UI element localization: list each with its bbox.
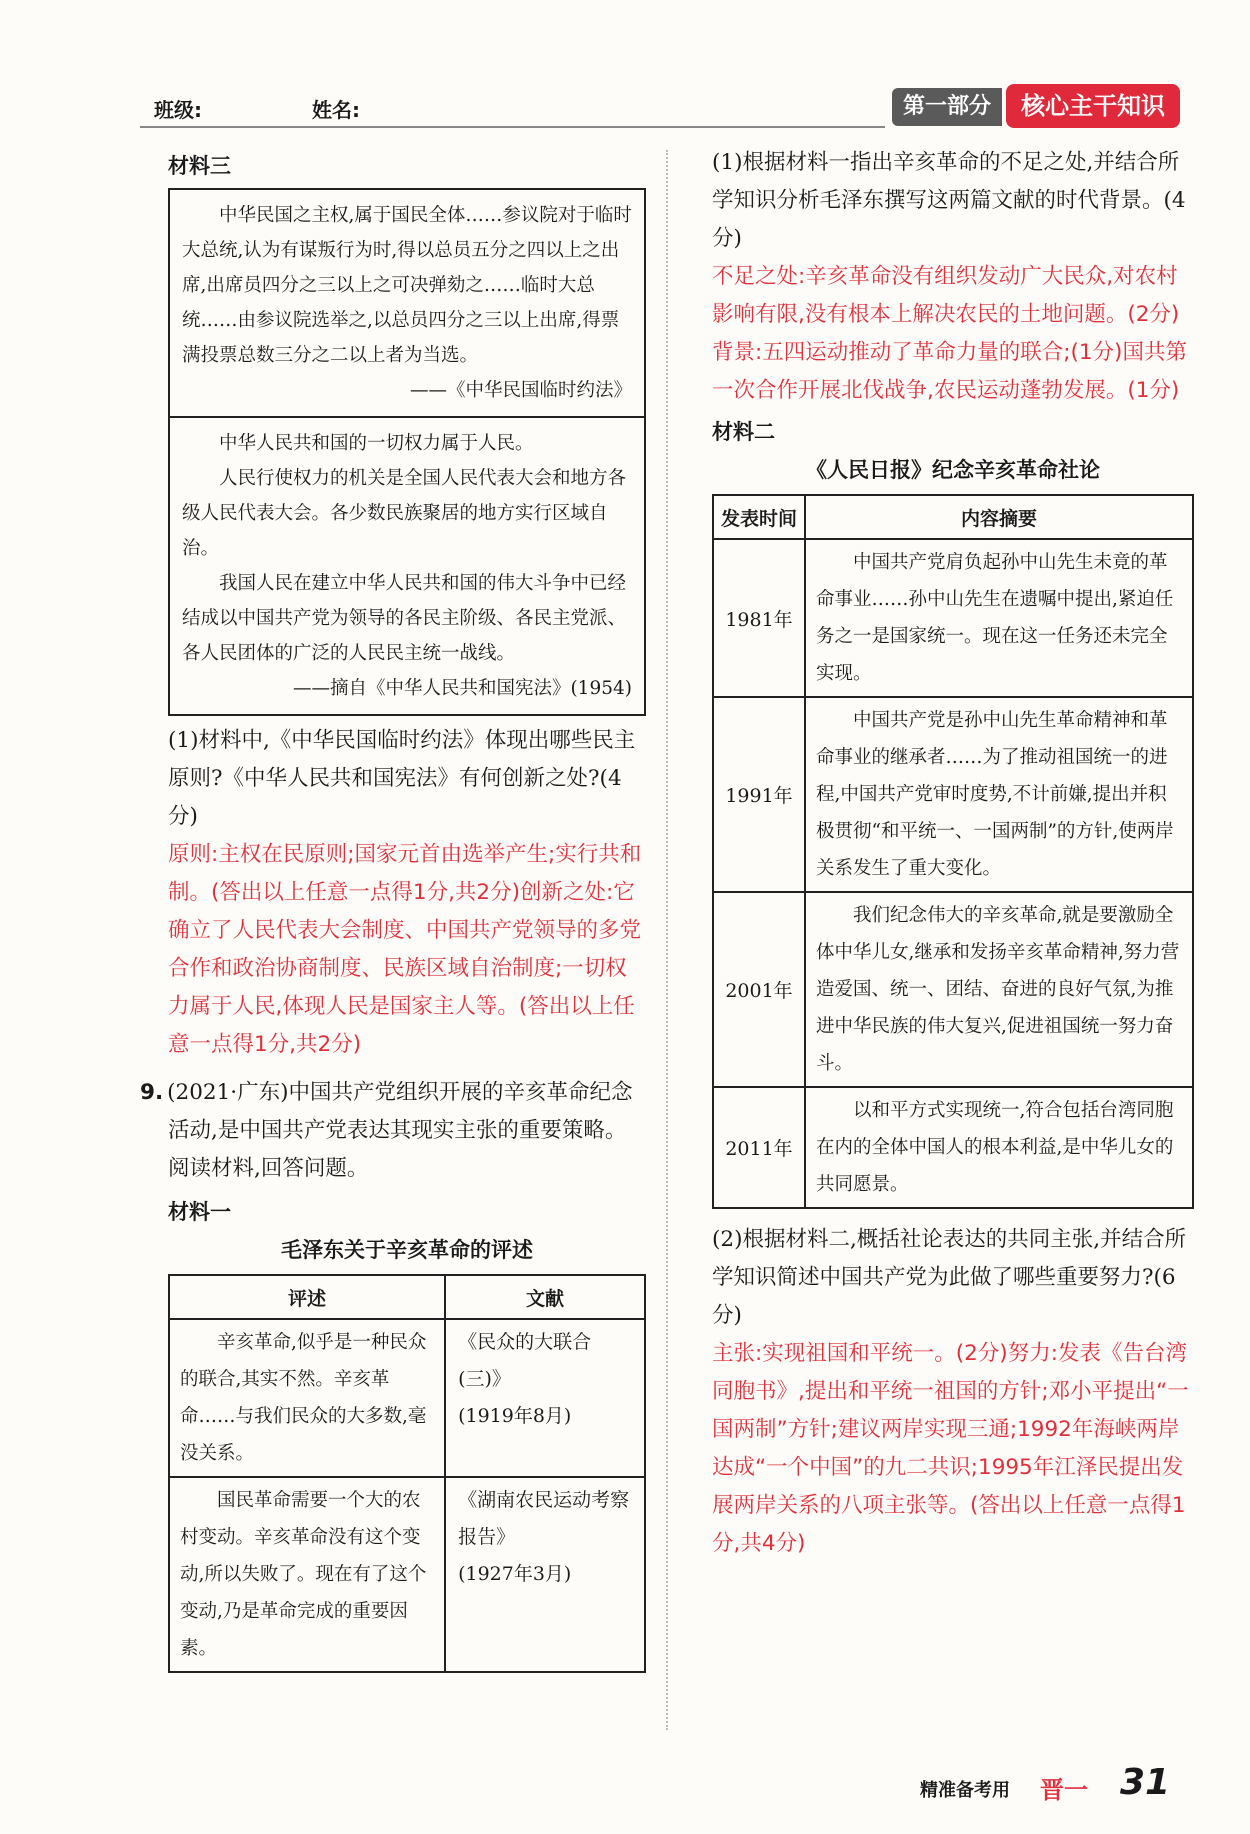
document-title: 《湖南农民运动考察报告》 (458, 1489, 630, 1548)
question-9-text: (2021·广东)中国共产党组织开展的辛亥革命纪念活动,是中国共产党表达其现实主张的重要策略。阅读材料,回答问题。 (167, 1080, 633, 1181)
header-rule (140, 126, 885, 128)
question-8-1: (1)材料中,《中华民国临时约法》体现出哪些民主原则?《中华人民共和国宪法》有何创新之处?(4分) (168, 728, 636, 829)
comment-cell: 辛亥革命,似乎是一种民众的联合,其实不然。辛亥革命……与我们民众的大多数,毫没关系。 (169, 1319, 445, 1477)
page-header (140, 88, 1180, 138)
question-9 (140, 1074, 646, 1188)
class-label: 班级: (154, 98, 202, 122)
material2-title: 材料二 (712, 420, 775, 444)
excerpt-source: ——摘自《中华人民共和国宪法》(1954) (292, 678, 632, 699)
answer-9-1: 不足之处:辛亥革命没有组织发动广大民众,对农村影响有限,没有根本上解决农民的土地问题。(2分)背景:五四运动推动了革命力量的联合;(1分)国共第一次合作开展北伐战争,农民运动蓬勃发展。(1分) (712, 264, 1187, 403)
col-header: 发表时间 (713, 495, 805, 539)
part-badge: 第一部分 (892, 88, 1002, 126)
col-header: 文献 (445, 1275, 645, 1319)
page-number: 31 (1120, 1762, 1171, 1803)
document-date: (1927年3月) (458, 1563, 572, 1585)
material3-title: 材料三 (168, 154, 231, 178)
question-9-2: (2)根据材料二,概括社论表达的共同主张,并结合所学知识简述中国共产党为此做了哪些重要努力?(6分) (712, 1227, 1187, 1328)
year-cell: 2001年 (713, 892, 805, 1087)
constitution-excerpt-1912 (170, 190, 644, 418)
year-cell: 1991年 (713, 697, 805, 892)
table-row (169, 1477, 645, 1672)
column-divider (666, 150, 668, 1730)
summary-cell: 以和平方式实现统一,符合包括台湾同胞在内的全体中国人的根本利益,是中华儿女的共同愿景。 (805, 1087, 1193, 1208)
page-footer (920, 1762, 1220, 1806)
summary-cell: 中国共产党是孙中山先生革命精神和革命事业的继承者……为了推动祖国统一的进程,中国共产党审时度势,不计前嫌,提出并积极贯彻“和平统一、一国两制”的方针,使两岸关系发生了重大变化。 (805, 697, 1193, 892)
col-header: 内容摘要 (805, 495, 1193, 539)
material1-title: 材料一 (168, 1200, 231, 1224)
table-row (713, 539, 1193, 697)
table2-title: 《人民日报》纪念辛亥革命社论 (806, 458, 1100, 482)
table-header-row (169, 1275, 645, 1319)
peoples-daily-table (712, 494, 1194, 1209)
edition-mark: 晋一 (1040, 1776, 1088, 1804)
question-number: 9. (140, 1080, 164, 1105)
table-row (713, 892, 1193, 1087)
excerpt-text: 中华人民共和国的一切权力属于人民。 (219, 433, 534, 454)
excerpt-text: 中华民国之主权,属于国民全体……参议院对于临时大总统,认为有谋叛行为时,得以总员五分之四以上之出席,出席员四分之三以上之可决弹劾之……临时大总统……由参议院选举之,以总员四分之三以上出席,得票满投票总数三分之二以上者为当选。 (182, 205, 632, 366)
excerpt-text: 人民行使权力的机关是全国人民代表大会和地方各级人民代表大会。各少数民族聚居的地方实行区域自治。 (182, 468, 627, 559)
constitution-excerpt-1954 (170, 418, 644, 714)
table-header-row (713, 495, 1193, 539)
material3-box (168, 188, 646, 716)
comment-cell: 国民革命需要一个大的农村变动。辛亥革命没有这个变动,所以失败了。现在有了这个变动,乃是革命完成的重要因素。 (169, 1477, 445, 1672)
document-cell (445, 1477, 645, 1672)
answer-8-1: 原则:主权在民原则;国家元首由选举产生;实行共和制。(答出以上任意一点得1分,共2分)创新之处:它确立了人民代表大会制度、中国共产党领导的多党合作和政治协商制度、民族区域自治制度;一切权力属于人民,体现人民是国家主人等。(答出以上任意一点得1分,共2分) (168, 842, 642, 1057)
mao-comments-table (168, 1274, 646, 1673)
footer-label: 精准备考用 (920, 1780, 1010, 1801)
excerpt-source: ——《中华民国临时约法》 (409, 380, 632, 401)
table-row (713, 1087, 1193, 1208)
table-row (169, 1319, 645, 1477)
right-column (712, 150, 1194, 1567)
document-title: 《民众的大联合(三)》 (458, 1331, 592, 1390)
document-cell (445, 1319, 645, 1477)
col-header: 评述 (169, 1275, 445, 1319)
topic-badge: 核心主干知识 (1006, 84, 1180, 128)
year-cell: 1981年 (713, 539, 805, 697)
summary-cell: 我们纪念伟大的辛亥革命,就是要激励全体中华儿女,继承和发扬辛亥革命精神,努力营造爱国、统一、团结、奋进的良好气氛,为推进中华民族的伟大复兴,促进祖国统一努力奋斗。 (805, 892, 1193, 1087)
left-column (140, 150, 646, 1673)
table-row (713, 697, 1193, 892)
document-date: (1919年8月) (458, 1405, 572, 1427)
summary-cell: 中国共产党肩负起孙中山先生未竟的革命事业……孙中山先生在遗嘱中提出,紧迫任务之一是国家统一。现在这一任务还未完全实现。 (805, 539, 1193, 697)
table1-title: 毛泽东关于辛亥革命的评述 (281, 1238, 533, 1262)
name-label: 姓名: (312, 98, 360, 122)
question-9-1: (1)根据材料一指出辛亥革命的不足之处,并结合所学知识分析毛泽东撰写这两篇文献的时代背景。(4分) (712, 150, 1186, 251)
year-cell: 2011年 (713, 1087, 805, 1208)
excerpt-text: 我国人民在建立中华人民共和国的伟大斗争中已经结成以中国共产党为领导的各民主阶级、各民主党派、各人民团体的广泛的人民民主统一战线。 (182, 573, 627, 664)
answer-9-2: 主张:实现祖国和平统一。(2分)努力:发表《告台湾同胞书》,提出和平统一祖国的方针;邓小平提出“一国两制”方针;建议两岸实现三通;1992年海峡两岸达成“一个中国”的九二共识;1995年江泽民提出发展两岸关系的八项主张等。(答出以上任意一点得1分,共4分) (712, 1341, 1189, 1556)
